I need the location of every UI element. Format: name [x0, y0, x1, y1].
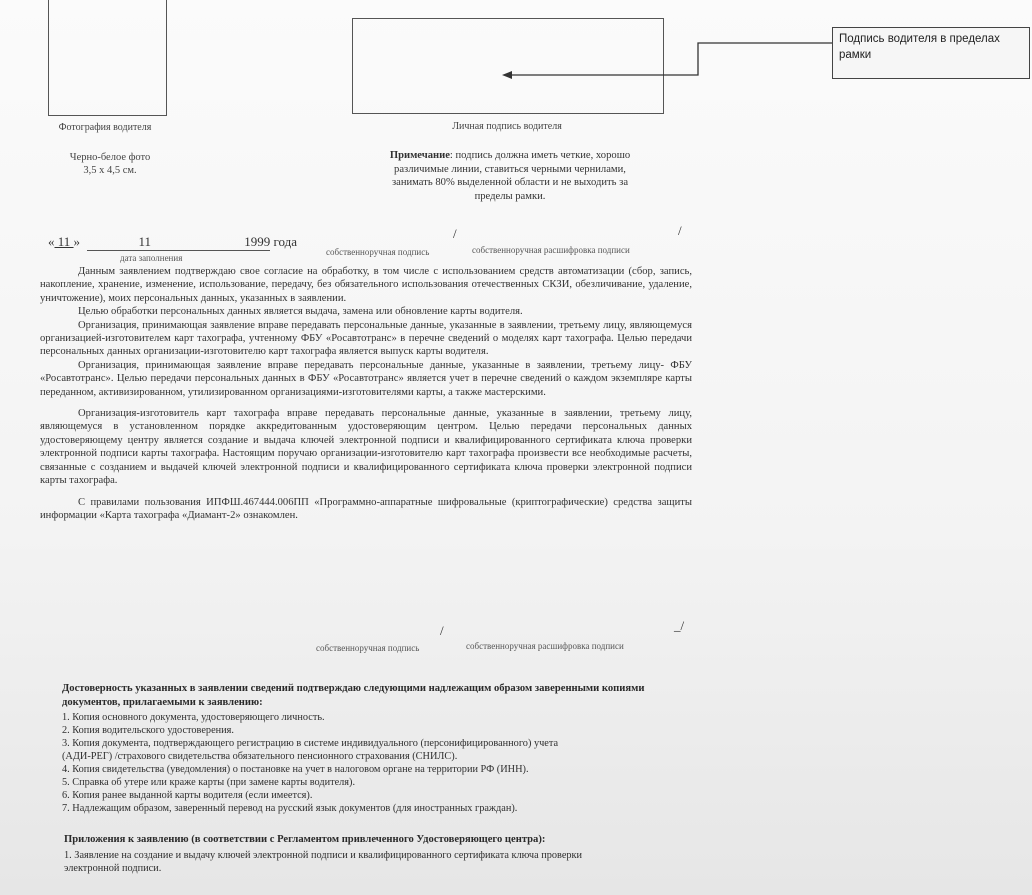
paragraph-transfer-manufacturer: Организация, принимающая заявление вправе передавать персональные данные, указанные в заявлении, третьему лицу, являющемуся организацией-изготовителем карт тахографа, учтенному ФБУ «Росавтотранс» в перечне сведений о моделях карт тахографа. Целью передачи персональных данных организации-изготовителю карт тахографа является выпуск карты водителя. [40, 319, 692, 358]
consent-text [40, 265, 692, 522]
signature-note [360, 149, 660, 203]
list-item: 3. Копия документа, подтверждающего регистрацию в системе индивидуального (персонифицированного) учета [62, 738, 559, 749]
appendix-heading: Приложения к заявлению (в соответствии с Регламентом привлеченного Удостоверяющего центра): [64, 834, 546, 845]
date-close-quote: » [73, 234, 81, 249]
date-suffix: года [273, 234, 298, 249]
photo-frame [48, 0, 167, 116]
note-text-4: пределы рамки. [474, 190, 546, 202]
note-bold-label: Примечание [389, 150, 450, 161]
decode-caption-2: собственноручная расшифровка подписи [466, 641, 624, 651]
paragraph-transfer-ca: Организация-изготовитель карт тахографа вправе передавать персональные данные, указанные в заявлении, третьему лицу, являющемуся в установленном порядке аккредитованным удостоверяющим центром. Целью передачи персональных данных удостоверяющему центру является создание и выдача ключей электронной подписи и квалифицированного сертификата ключа проверки электронной подписи карты тахографа. Настоящим поручаю организации-изготовителю карт тахографа произвести все необходимые расчеты, связанные с созданием и выдачей ключей электронной подписи и квалифицированного сертификата ключа проверки электронной подписи карты тахографа. [40, 408, 692, 487]
paragraph-purpose: Целью обработки персональных данных является выдача, замена или обновление карты водителя. [78, 306, 523, 318]
note-text-2: различимые линии, ставиться черными чернилами, [394, 163, 626, 175]
sig-line2-slash: / [440, 623, 444, 638]
list-item: 6. Копия ранее выданной карты водителя (если имеется). [62, 790, 313, 801]
list-item: электронной подписи. [64, 863, 162, 874]
list-item: 1. Копия основного документа, удостоверяющего личность. [62, 712, 325, 723]
list-item: (АДИ-РЕГ) /страхового свидетельства обязательного пенсионного страхования (СНИЛС). [62, 751, 458, 762]
signature-caption: Личная подпись водителя [452, 121, 562, 132]
sig-line1-slash1: / [453, 226, 457, 241]
paragraph-rules: С правилами пользования ИПФШ.467444.006ПП «Программно-аппаратные шифровальные (криптографические) средства защиты информации «Карта тахографа «Диамант-2» ознакомлен. [40, 496, 692, 521]
paragraph-consent: Данным заявлением подтверждаю свое согласие на обработку, в том числе с использованием средств автоматизации (сбор, запись, накопление, хранение, изменение, использование, передачу, без обязательного использования отечественных СКЗИ, обезличивание, удаление, уничтожение), моих персональных данных, указанных в заявлении. [40, 266, 692, 304]
sig-caption-2: собственноручная подпись [316, 643, 420, 653]
photo-note-line1: Черно-белое фото [69, 152, 151, 163]
date-year: 1999 [244, 234, 271, 249]
sig-caption-1: собственноручная подпись [326, 247, 430, 257]
date-day: 11 [54, 234, 74, 249]
list-item: 1. Заявление на создание и выдачу ключей электронной подписи и квалифицированного сертификата ключа проверки [64, 850, 583, 861]
list-item: 7. Надлежащим образом, заверенный перевод на русский язык документов (для иностранных граждан). [62, 803, 518, 814]
sig-line2-end: _/ [674, 618, 685, 633]
date-caption: дата заполнения [120, 253, 183, 263]
appendix-list [64, 849, 582, 875]
decode-caption-1: собственноручная расшифровка подписи [472, 245, 630, 255]
note-text-3: занимать 80% выделенной области и не выходить за [391, 177, 629, 188]
list-item: 5. Справка об утере или краже карты (при замене карты водителя). [62, 777, 356, 788]
callout-text: Подпись водителя в пределах рамки [839, 33, 1000, 61]
sig-line1-slash2: / [678, 223, 682, 238]
date-open-quote: « [48, 234, 55, 249]
paragraph-transfer-rosavtotrans: Организация, принимающая заявление вправе передавать персональные данные, указанные в заявлении, третьему лицу- ФБУ «Росавтотранс». Целью передачи персональных данных в ФБУ «Росавтотранс» является учет в перечне сведений о каждом экземпляре карты переданном, активизированном, утилизированном организациями-изготовителями карты, а также мастерскими. [40, 359, 692, 398]
date-month: 11 [138, 234, 152, 249]
callout-box [832, 27, 1030, 79]
attachments-list [62, 711, 558, 815]
attachments-heading: Достоверность указанных в заявлении сведений подтверждаю следующими надлежащим образом заверенными копиями документов, прилагаемыми к заявлению: [62, 683, 645, 708]
date-line [48, 234, 297, 251]
list-item: 4. Копия свидетельства (уведомления) о постановке на учет в налоговом органе на территории РФ (ИНН). [62, 764, 529, 775]
callout-arrow [490, 35, 835, 95]
note-text-1: : подпись должна иметь четкие, хорошо [449, 150, 631, 161]
photo-note-line2: 3,5 х 4,5 см. [83, 165, 137, 176]
photo-caption: Фотография водителя [58, 122, 152, 133]
list-item: 2. Копия водительского удостоверения. [62, 725, 234, 736]
